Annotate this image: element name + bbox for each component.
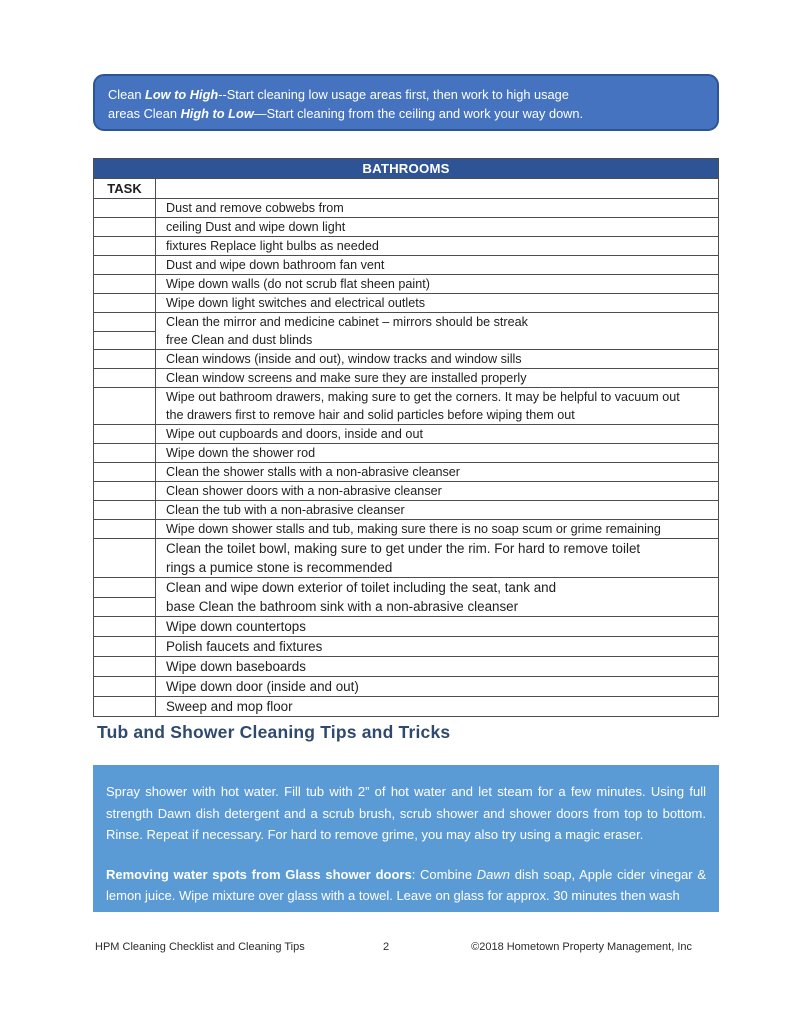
task-checkbox-cell <box>94 369 156 387</box>
task-column-header: TASK <box>94 179 156 198</box>
table-row <box>94 697 718 716</box>
tips-paragraph-2 <box>106 864 706 907</box>
task-line: free Clean and dust blinds <box>166 333 313 347</box>
table-row <box>94 501 718 520</box>
task-line: Wipe down countertops <box>166 619 306 634</box>
intro-text: Clean <box>108 87 145 102</box>
task-text-cell <box>156 617 718 636</box>
task-text-cell <box>156 539 718 577</box>
task-line: Sweep and mop floor <box>166 699 293 714</box>
table-row <box>94 444 718 463</box>
task-checkbox-cell <box>94 463 156 481</box>
checkbox-cell-top <box>94 578 155 598</box>
task-line: Dust and remove cobwebs from <box>166 201 344 215</box>
task-line: ceiling Dust and wipe down light <box>166 220 346 234</box>
task-checkbox-cell <box>94 539 156 577</box>
table-row <box>94 637 718 657</box>
table-row <box>94 482 718 501</box>
task-text-cell <box>156 677 718 696</box>
table-row <box>94 578 718 617</box>
task-line: Wipe down light switches and electrical outlets <box>166 296 425 310</box>
task-text-cell <box>156 218 718 236</box>
task-checkbox-cell <box>94 425 156 443</box>
intro-text: --Start cleaning low usage areas first, then work to high usage <box>218 87 569 102</box>
task-checkbox-cell <box>94 637 156 656</box>
table-row <box>94 657 718 677</box>
table-row <box>94 463 718 482</box>
task-line: Wipe out cupboards and doors, inside and out <box>166 427 423 441</box>
table-row <box>94 617 718 637</box>
footer <box>0 941 790 961</box>
task-text-cell <box>156 463 718 481</box>
task-text-cell <box>156 294 718 312</box>
task-line: Dust and wipe down bathroom fan vent <box>166 258 385 272</box>
task-checkbox-cell <box>94 520 156 538</box>
task-text-cell <box>156 256 718 274</box>
task-text-cell <box>156 369 718 387</box>
task-line: Clean the mirror and medicine cabinet – mirrors should be streak <box>166 315 528 329</box>
task-checkbox-cell <box>94 501 156 519</box>
task-checkbox-cell <box>94 313 156 349</box>
task-line: Clean the toilet bowl, making sure to get under the rim. For hard to remove toilet <box>166 541 641 556</box>
task-text-cell <box>156 313 718 349</box>
task-checkbox-cell <box>94 199 156 217</box>
task-checkbox-cell <box>94 350 156 368</box>
task-text-cell <box>156 388 718 424</box>
tips-italic-dawn: Dawn <box>476 866 511 882</box>
table-row <box>94 294 718 313</box>
task-checkbox-cell <box>94 677 156 696</box>
intro-line-1 <box>108 85 703 104</box>
tips-paragraph-1: Spray shower with hot water. Fill tub with 2” of hot water and let steam for a few minutes. Using full strength Dawn dish detergent and a scrub brush, scrub shower and shower doors from top to bottom. Rinse. Repeat if necessary. For hard to remove grime, you may also try using a magic eraser. <box>106 784 706 842</box>
task-text-cell <box>156 350 718 368</box>
footer-page-number: 2 <box>383 941 390 953</box>
task-line: Wipe down walls (do not scrub flat sheen paint) <box>166 277 430 291</box>
intro-text: —Start cleaning from the ceiling and work your way down. <box>253 106 584 121</box>
table-row <box>94 388 718 425</box>
checkbox-cell-top <box>94 313 155 332</box>
task-checkbox-cell <box>94 657 156 676</box>
task-checkbox-cell <box>94 697 156 716</box>
table-row <box>94 237 718 256</box>
task-text-cell <box>156 697 718 716</box>
task-checkbox-cell <box>94 482 156 500</box>
task-checkbox-cell <box>94 275 156 293</box>
task-line: Polish faucets and fixtures <box>166 639 323 654</box>
task-checkbox-cell <box>94 218 156 236</box>
section-heading: Tub and Shower Cleaning Tips and Tricks <box>97 722 451 742</box>
footer-copyright: ©2018 Hometown Property Management, Inc <box>471 941 692 953</box>
task-text-cell <box>156 657 718 676</box>
table-row <box>94 256 718 275</box>
task-text-cell <box>156 425 718 443</box>
tips-text: : Combine <box>411 866 477 882</box>
table-row <box>94 218 718 237</box>
task-line: Clean shower doors with a non-abrasive cleanser <box>166 484 442 498</box>
task-line: Wipe out bathroom drawers, making sure to get the corners. It may be helpful to vacuum out <box>166 390 680 404</box>
footer-document-title: HPM Cleaning Checklist and Cleaning Tips <box>95 941 305 953</box>
task-line: Clean window screens and make sure they are installed properly <box>166 371 527 385</box>
task-text-cell <box>156 444 718 462</box>
table-body <box>94 199 718 716</box>
table-section-header: BATHROOMS <box>94 159 718 179</box>
task-line: Wipe down door (inside and out) <box>166 679 359 694</box>
table-row <box>94 520 718 539</box>
tips-text: dish soap, Apple cider vinegar & lemon juice. Wipe mixture over glass with a towel. Leave on glass for approx. 30 minutes then wash <box>106 866 706 903</box>
task-line: the drawers first to remove hair and solid particles before wiping them out <box>166 408 575 422</box>
intro-bold-high-to-low: High to Low <box>180 106 254 121</box>
task-text-cell <box>156 482 718 500</box>
task-checkbox-cell <box>94 388 156 424</box>
intro-text: areas Clean <box>108 106 181 121</box>
table-row <box>94 425 718 444</box>
task-line: base Clean the bathroom sink with a non-abrasive cleanser <box>166 599 519 614</box>
task-line: Wipe down baseboards <box>166 659 306 674</box>
task-checkbox-cell <box>94 578 156 616</box>
table-row <box>94 677 718 697</box>
task-line: rings a pumice stone is recommended <box>166 560 393 575</box>
intro-callout-box <box>93 74 719 131</box>
task-line: Wipe down the shower rod <box>166 446 316 460</box>
task-header-empty-cell <box>156 179 718 198</box>
task-text-cell <box>156 578 718 616</box>
task-line: Clean windows (inside and out), window tracks and window sills <box>166 352 522 366</box>
table-row <box>94 539 718 578</box>
task-text-cell <box>156 275 718 293</box>
table-row <box>94 369 718 388</box>
task-line: Clean and wipe down exterior of toilet including the seat, tank and <box>166 580 557 595</box>
checkbox-cell-bottom <box>94 598 155 617</box>
intro-bold-low-to-high: Low to High <box>145 87 219 102</box>
task-text-cell <box>156 520 718 538</box>
task-checkbox-cell <box>94 294 156 312</box>
tips-bold-lead: Removing water spots from Glass shower doors <box>106 866 412 882</box>
task-text-cell <box>156 501 718 519</box>
intro-line-2 <box>108 104 703 123</box>
task-line: Clean the tub with a non-abrasive cleanser <box>166 503 405 517</box>
task-text-cell <box>156 199 718 217</box>
task-checkbox-cell <box>94 617 156 636</box>
tips-callout-box <box>93 765 719 912</box>
table-row <box>94 275 718 294</box>
task-text-cell <box>156 637 718 656</box>
task-checkbox-cell <box>94 237 156 255</box>
table-row <box>94 350 718 369</box>
task-text-cell <box>156 237 718 255</box>
table-row <box>94 313 718 350</box>
task-checkbox-cell <box>94 256 156 274</box>
task-checkbox-cell <box>94 444 156 462</box>
task-line: fixtures Replace light bulbs as needed <box>166 239 379 253</box>
task-line: Clean the shower stalls with a non-abrasive cleanser <box>166 465 461 479</box>
checkbox-cell-bottom <box>94 332 155 350</box>
task-header-row <box>94 179 718 199</box>
bathrooms-checklist-table <box>93 158 719 717</box>
task-line: Wipe down shower stalls and tub, making sure there is no soap scum or grime remaining <box>166 522 661 536</box>
table-row <box>94 199 718 218</box>
